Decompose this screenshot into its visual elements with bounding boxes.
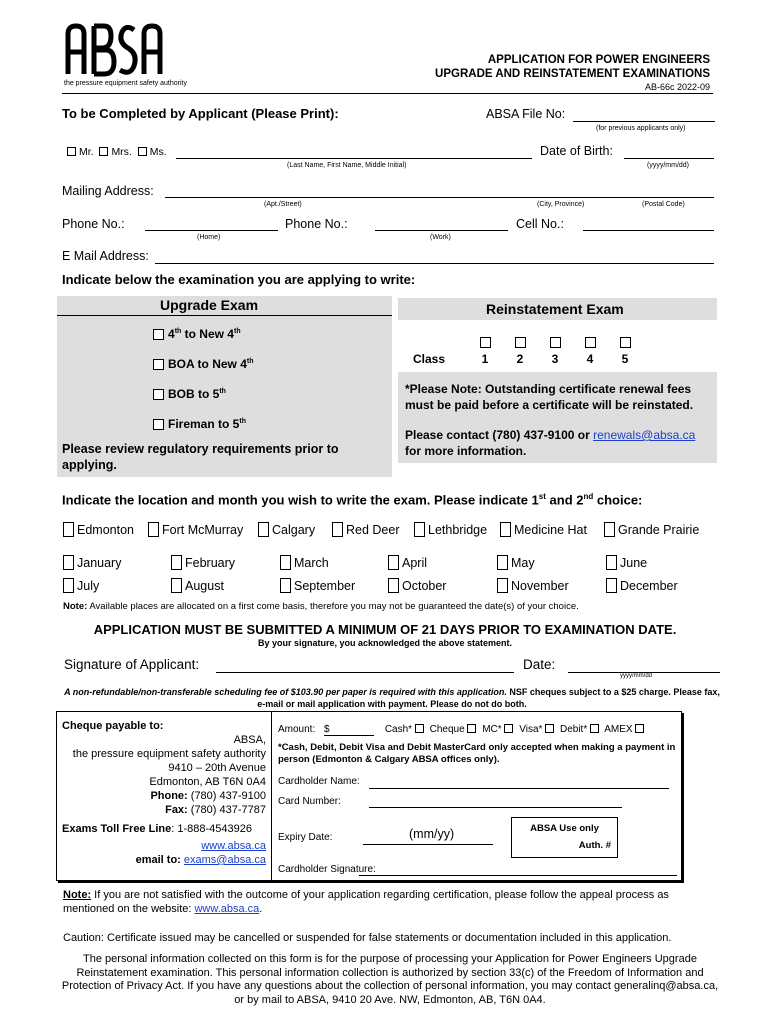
- submission-ack: By your signature, you acknowledged the above statement.: [257, 638, 513, 648]
- upgrade-option-boa[interactable]: BOA to New 4th: [153, 357, 254, 371]
- mailing-caption-street: (Apt./Street): [264, 201, 302, 208]
- auth-label: Auth. #: [578, 840, 611, 851]
- month-october[interactable]: October: [388, 578, 446, 593]
- checkbox-month-may[interactable]: [497, 555, 508, 570]
- absa-logo-mark: [64, 22, 164, 77]
- absa-website-link[interactable]: www.absa.ca: [201, 840, 266, 852]
- checkbox-mr[interactable]: [67, 147, 76, 156]
- checkbox-month-october[interactable]: [388, 578, 399, 593]
- checkbox-month-january[interactable]: [63, 555, 74, 570]
- class-label: Class: [413, 352, 446, 366]
- phone-work-label: Phone No.:: [285, 217, 348, 231]
- card-number-input[interactable]: [369, 807, 622, 808]
- methods-note: *Cash, Debit, Debit Visa and Debit MasterCard only accepted when making a payment in person (Edmonton & Calgary ABSA offices only).: [278, 742, 676, 765]
- method-mc[interactable]: MC*: [482, 724, 516, 735]
- upgrade-note: Please review regulatory requirements prior to applying.: [62, 442, 339, 472]
- email-label: E Mail Address:: [62, 249, 149, 263]
- upgrade-option-4th[interactable]: 4th to New 4th: [153, 327, 241, 341]
- absa-fax: Fax: (780) 437-7787: [165, 804, 266, 816]
- absa-website: [62, 839, 266, 853]
- exam-heading: Indicate below the examination you are applying to write:: [62, 272, 416, 287]
- class-option-1[interactable]: 1: [475, 337, 495, 366]
- checkbox-month-july[interactable]: [63, 578, 74, 593]
- checkbox-mrs[interactable]: [99, 147, 108, 156]
- dob-caption: (yyyy/mm/dd): [647, 162, 689, 169]
- sign-date-caption: yyyy/mm/dd: [620, 673, 653, 679]
- cheque-block: [62, 719, 266, 867]
- checkbox-month-march[interactable]: [280, 555, 291, 570]
- class-option-5[interactable]: 5: [615, 337, 635, 366]
- checkbox-upgrade-fireman[interactable]: [153, 419, 164, 430]
- city-fort-mcmurray[interactable]: Fort McMurray: [148, 522, 243, 537]
- month-august[interactable]: August: [171, 578, 224, 593]
- absa-logo: [64, 22, 214, 92]
- absa-email: email to: exams@absa.ca: [135, 854, 266, 866]
- fee-statement: A non-refundable/non-transferable scheduling fee of $103.90 per paper is required with this application. NSF cheques subject to a $25 charge. Please fax, e-mail or mail application with payment. Please do not do both.: [64, 687, 720, 709]
- file-no-caption: (for previous applicants only): [596, 125, 686, 132]
- phone-work-caption: (Work): [430, 234, 451, 241]
- payment-divider: [271, 711, 272, 880]
- phone-home-caption: (Home): [197, 234, 221, 241]
- absa-tollfree: Exams Toll Free Line: 1-888-4543926: [62, 823, 252, 835]
- checkbox-ms[interactable]: [138, 147, 147, 156]
- checkbox-city-fort-mcmurray[interactable]: [148, 522, 159, 537]
- absa-city: Edmonton, AB T6N 0A4: [149, 776, 266, 788]
- mailing-caption-postal: (Postal Code): [642, 201, 685, 208]
- amount-row: Amount: $ Cash* Cheque MC* Visa* Debit* AMEX: [278, 724, 647, 736]
- checkbox-city-grande-prairie[interactable]: [604, 522, 615, 537]
- checkbox-class-4[interactable]: [585, 337, 596, 348]
- phone-home-input[interactable]: [145, 230, 278, 231]
- checkbox-month-september[interactable]: [280, 578, 291, 593]
- email-input[interactable]: [155, 263, 714, 264]
- upgrade-title-bar: [57, 296, 392, 316]
- city-lethbridge[interactable]: Lethbridge: [414, 522, 487, 537]
- checkbox-upgrade-boa[interactable]: [153, 359, 164, 370]
- form-title-line1: APPLICATION FOR POWER ENGINEERS: [487, 54, 710, 66]
- title-options: [67, 146, 167, 158]
- absa-full-name: the pressure equipment safety authority: [72, 748, 266, 760]
- upgrade-option-fireman[interactable]: Fireman to 5th: [153, 417, 246, 431]
- checkbox-month-august[interactable]: [171, 578, 182, 593]
- month-march[interactable]: March: [280, 555, 329, 570]
- cell-input[interactable]: [583, 230, 714, 231]
- renewals-email-link[interactable]: renewals@absa.ca: [593, 428, 696, 442]
- sign-date-label: Date:: [523, 657, 556, 672]
- form-title-line2: UPGRADE AND REINSTATEMENT EXAMINATIONS: [435, 68, 710, 80]
- method-visa[interactable]: Visa*: [519, 724, 557, 735]
- logo-tagline: the pressure equipment safety authority: [64, 80, 187, 87]
- checkbox-visa[interactable]: [545, 724, 554, 733]
- exams-email-link[interactable]: exams@absa.ca: [183, 854, 266, 866]
- class-option-2[interactable]: 2: [510, 337, 530, 366]
- month-february[interactable]: February: [171, 555, 235, 570]
- reinstatement-title: Reinstatement Exam: [486, 301, 624, 317]
- checkbox-month-november[interactable]: [497, 578, 508, 593]
- checkbox-cheque[interactable]: [467, 724, 476, 733]
- class-option-4[interactable]: 4: [580, 337, 600, 366]
- month-september[interactable]: September: [280, 578, 355, 593]
- city-calgary[interactable]: Calgary: [258, 522, 315, 537]
- checkbox-class-3[interactable]: [550, 337, 561, 348]
- checkbox-city-edmonton[interactable]: [63, 522, 74, 537]
- checkbox-class-2[interactable]: [515, 337, 526, 348]
- submission-headline: APPLICATION MUST BE SUBMITTED A MINIMUM OF 21 DAYS PRIOR TO EXAMINATION DATE.: [93, 622, 677, 637]
- month-july[interactable]: July: [63, 578, 99, 593]
- location-heading: Indicate the location and month you wish to write the exam. Please indicate 1st and 2nd choice:: [62, 492, 643, 508]
- checkbox-amex[interactable]: [635, 724, 644, 733]
- month-may[interactable]: May: [497, 555, 535, 570]
- appeal-note: Note: If you are not satisfied with the outcome of your application regarding certification, please follow the appeal process as mentioned on the website: www.absa.ca.: [63, 889, 669, 915]
- upgrade-option-bob[interactable]: BOB to 5th: [153, 387, 226, 401]
- signature-input[interactable]: [216, 672, 514, 673]
- checkbox-upgrade-bob[interactable]: [153, 389, 164, 400]
- header-rule: [62, 93, 713, 94]
- checkbox-month-april[interactable]: [388, 555, 399, 570]
- checkbox-mc[interactable]: [504, 724, 513, 733]
- method-amex[interactable]: AMEX: [604, 724, 647, 735]
- title-mrs[interactable]: Mrs.: [99, 146, 131, 158]
- city-medicine-hat[interactable]: Medicine Hat: [500, 522, 587, 537]
- appeal-website-link[interactable]: www.absa.ca: [194, 903, 260, 915]
- mailing-input[interactable]: [165, 197, 714, 198]
- checkbox-city-medicine-hat[interactable]: [500, 522, 511, 537]
- absa-name: ABSA,: [233, 734, 266, 746]
- location-note: Note: Available places are allocated on a first come basis, therefore you may not be guaranteed the date(s) of your choice.: [63, 601, 579, 612]
- reinstatement-note: *Please Note: Outstanding certificate renewal fees must be paid before a certificate will be reinstated.: [405, 382, 694, 412]
- phone-home-label: Phone No.:: [62, 217, 125, 231]
- reinstatement-title-bar: [398, 298, 717, 320]
- reinstatement-contact: Please contact (780) 437-9100 or renewals@absa.ca for more information.: [405, 428, 696, 458]
- signature-label: Signature of Applicant:: [64, 657, 200, 672]
- checkbox-debit[interactable]: [590, 724, 599, 733]
- privacy-statement: The personal information collected on this form is for the purpose of processing your Application for Power Engineers Upgrade Reinstatement examination. This personal information collection is authorized by section 33(c) of the Freedom of Information and Protection of Privacy Act. If you have any questions about the collection of personal information, you may contact generalinq@absa.ca, or by mail to ABSA, 9410 20 Ave. NW, Edmonton, AB, T6N 0A4.: [61, 953, 719, 1006]
- title-mr[interactable]: Mr.: [67, 146, 94, 158]
- checkbox-month-february[interactable]: [171, 555, 182, 570]
- form-code: AB-66c 2022-09: [644, 82, 710, 92]
- file-no-label: ABSA File No:: [486, 107, 566, 121]
- file-no-input[interactable]: [573, 121, 715, 122]
- method-cheque[interactable]: Cheque: [430, 724, 480, 735]
- absa-use-box: [511, 817, 618, 858]
- cheque-heading: Cheque payable to:: [62, 720, 164, 732]
- cardholder-name-label: Cardholder Name:: [278, 776, 360, 787]
- checkbox-upgrade-4th[interactable]: [153, 329, 164, 340]
- mailing-caption-city: (City, Province): [537, 201, 585, 208]
- dob-input[interactable]: [624, 158, 714, 159]
- card-number-label: Card Number:: [278, 796, 341, 807]
- month-june[interactable]: June: [606, 555, 647, 570]
- absa-phone: Phone: (780) 437-9100: [150, 790, 266, 802]
- cardholder-signature-label: Cardholder Signature:: [278, 864, 376, 875]
- expiry-label: Expiry Date:: [278, 832, 333, 843]
- checkbox-city-calgary[interactable]: [258, 522, 269, 537]
- absa-use-label: ABSA Use only: [530, 823, 599, 834]
- checkbox-class-5[interactable]: [620, 337, 631, 348]
- method-debit[interactable]: Debit*: [560, 724, 602, 735]
- absa-street: 9410 – 20th Avenue: [168, 762, 266, 774]
- cardholder-name-input[interactable]: [369, 788, 669, 789]
- expiry-input[interactable]: [363, 844, 493, 845]
- dob-label: Date of Birth:: [540, 144, 613, 158]
- mailing-label: Mailing Address:: [62, 184, 154, 198]
- city-red-deer[interactable]: Red Deer: [332, 522, 400, 537]
- amount-input[interactable]: $: [324, 724, 374, 736]
- month-november[interactable]: November: [497, 578, 569, 593]
- cardholder-signature-input[interactable]: [359, 875, 677, 876]
- name-caption: (Last Name, First Name, Middle Initial): [287, 162, 407, 169]
- checkbox-city-red-deer[interactable]: [332, 522, 343, 537]
- checkbox-cash[interactable]: [415, 724, 424, 733]
- caution-text: Caution: Certificate issued may be cancelled or suspended for false statements or documentation included in this application.: [63, 932, 672, 944]
- name-input[interactable]: [176, 158, 532, 159]
- city-edmonton[interactable]: Edmonton: [63, 522, 134, 537]
- phone-work-input[interactable]: [375, 230, 508, 231]
- upgrade-title: Upgrade Exam: [160, 297, 259, 313]
- city-grande-prairie[interactable]: Grande Prairie: [604, 522, 699, 537]
- month-december[interactable]: December: [606, 578, 678, 593]
- month-april[interactable]: April: [388, 555, 427, 570]
- applicant-heading: To be Completed by Applicant (Please Print):: [62, 106, 339, 121]
- title-ms[interactable]: Ms.: [138, 146, 167, 158]
- checkbox-month-june[interactable]: [606, 555, 617, 570]
- checkbox-class-1[interactable]: [480, 337, 491, 348]
- checkbox-city-lethbridge[interactable]: [414, 522, 425, 537]
- cell-label: Cell No.:: [516, 217, 564, 231]
- class-option-3[interactable]: 3: [545, 337, 565, 366]
- checkbox-month-december[interactable]: [606, 578, 617, 593]
- expiry-hint: (mm/yy): [409, 827, 455, 841]
- method-cash[interactable]: Cash*: [385, 724, 427, 735]
- month-january[interactable]: January: [63, 555, 121, 570]
